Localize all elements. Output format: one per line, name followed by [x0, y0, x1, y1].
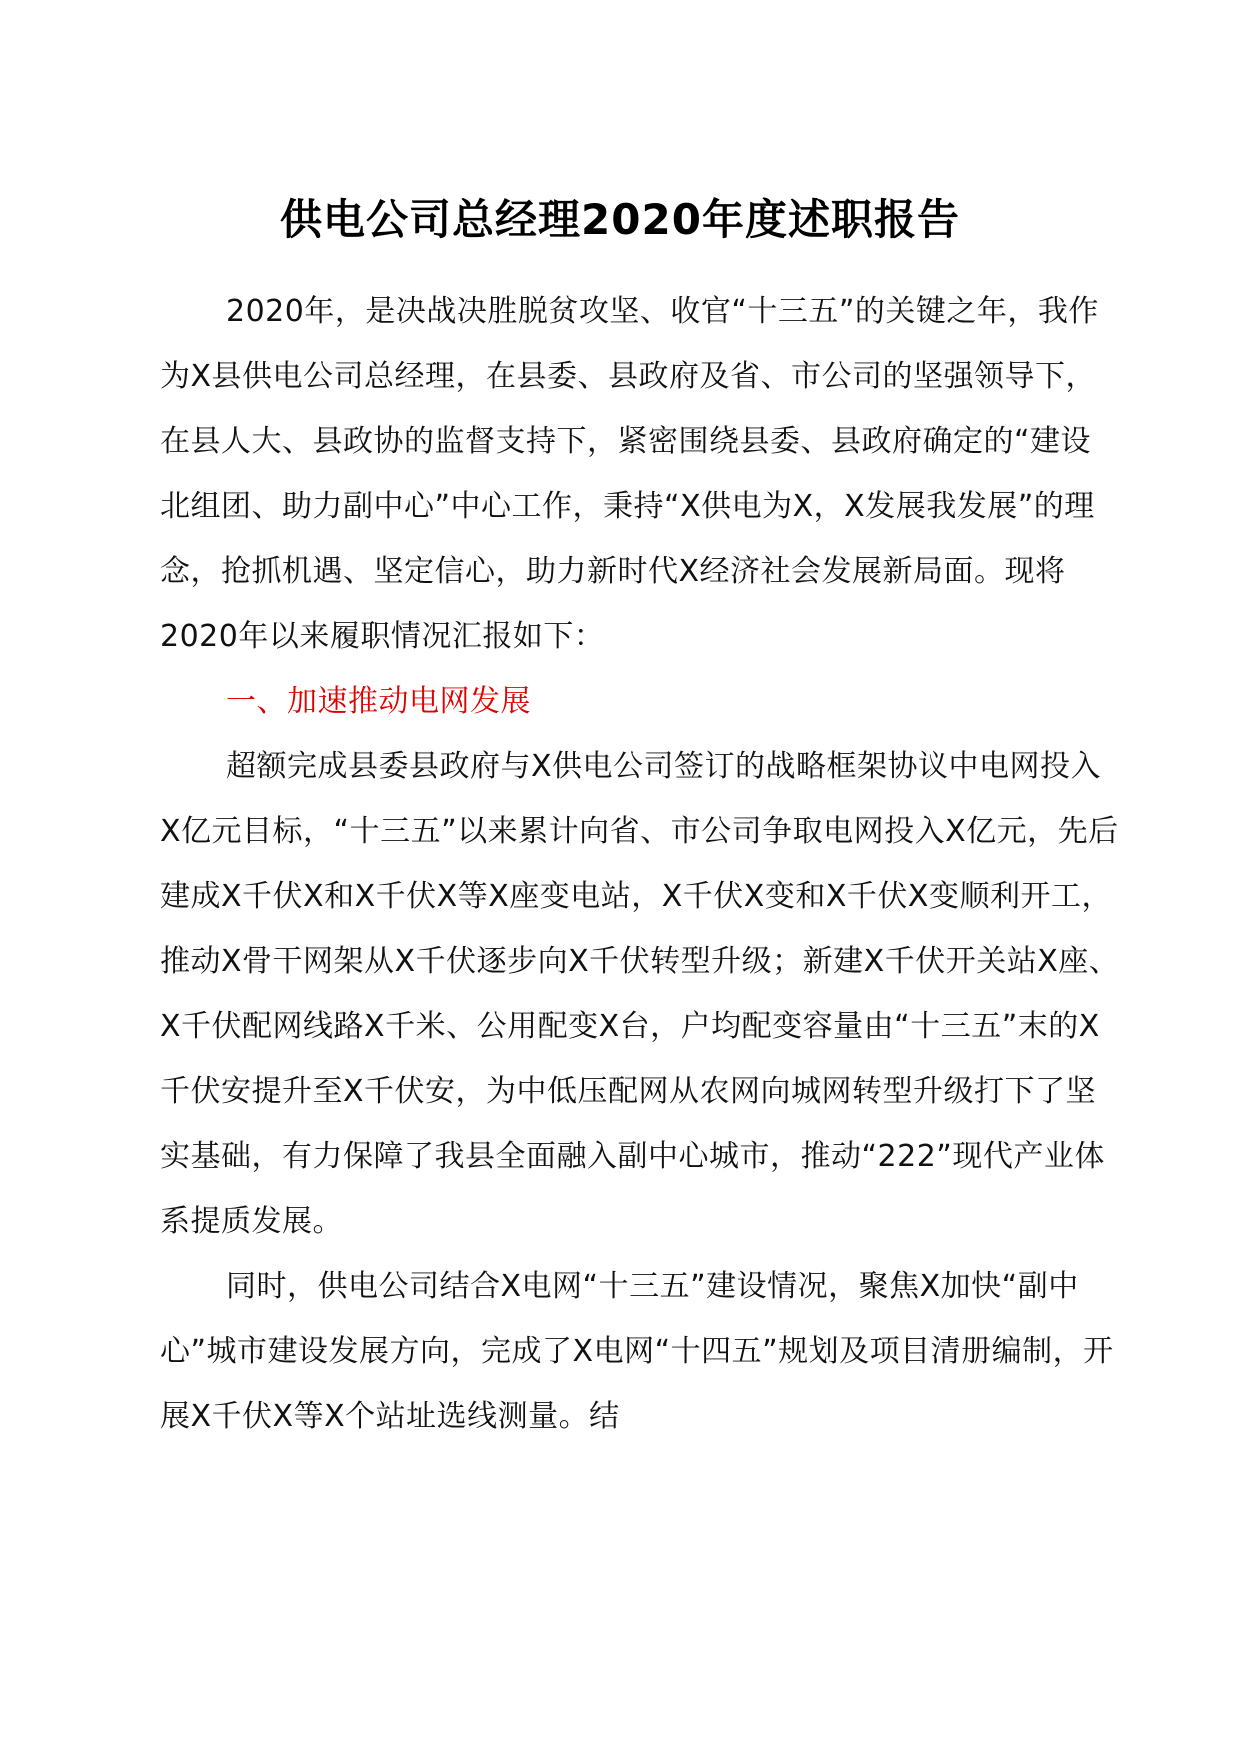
document-title: 供电公司总经理2020年度述职报告: [280, 195, 960, 244]
section-heading-1: 一、加速推动电网发展: [226, 684, 531, 720]
paragraph-planning: 同时，供电公司结合X电网“十三五”建设情况，聚焦X加快“副中心”城市建设发展方向，完成了X电网“十四五”规划及项目清册编制，开展X千伏X等X个站址选线测量。结: [160, 1269, 1114, 1435]
document-body: [160, 279, 1120, 1449]
paragraph-grid-investment: 超额完成县委县政府与X供电公司签订的战略框架协议中电网投入X亿元目标，“十三五”以来累计向省、市公司争取电网投入X亿元，先后建成X千伏X和X千伏X等X座变电站，X千伏X变和X千伏X变顺利开工，推动X骨干网架从X千伏逐步向X千伏转型升级；新建X千伏开关站X座、X千伏配网线路X千米、公用配变X台，户均配变容量由“十三五”末的X千伏安提升至X千伏安，为中低压配网从农网向城网转型升级打下了坚实基础，有力保障了我县全面融入副中心城市，推动“222”现代产业体系提质发展。: [160, 749, 1120, 1240]
document-page: [160, 195, 1120, 1449]
paragraph-intro: 2020年，是决战决胜脱贫攻坚、收官“十三五”的关键之年，我作为X县供电公司总经理，在县委、县政府及省、市公司的坚强领导下，在县人大、县政协的监督支持下，紧密围绕县委、县政府确定的“建设北组团、助力副中心”中心工作，秉持“X供电为X，X发展我发展”的理念，抢抓机遇、坚定信心，助力新时代X经济社会发展新局面。现将2020年以来履职情况汇报如下：: [160, 294, 1099, 655]
